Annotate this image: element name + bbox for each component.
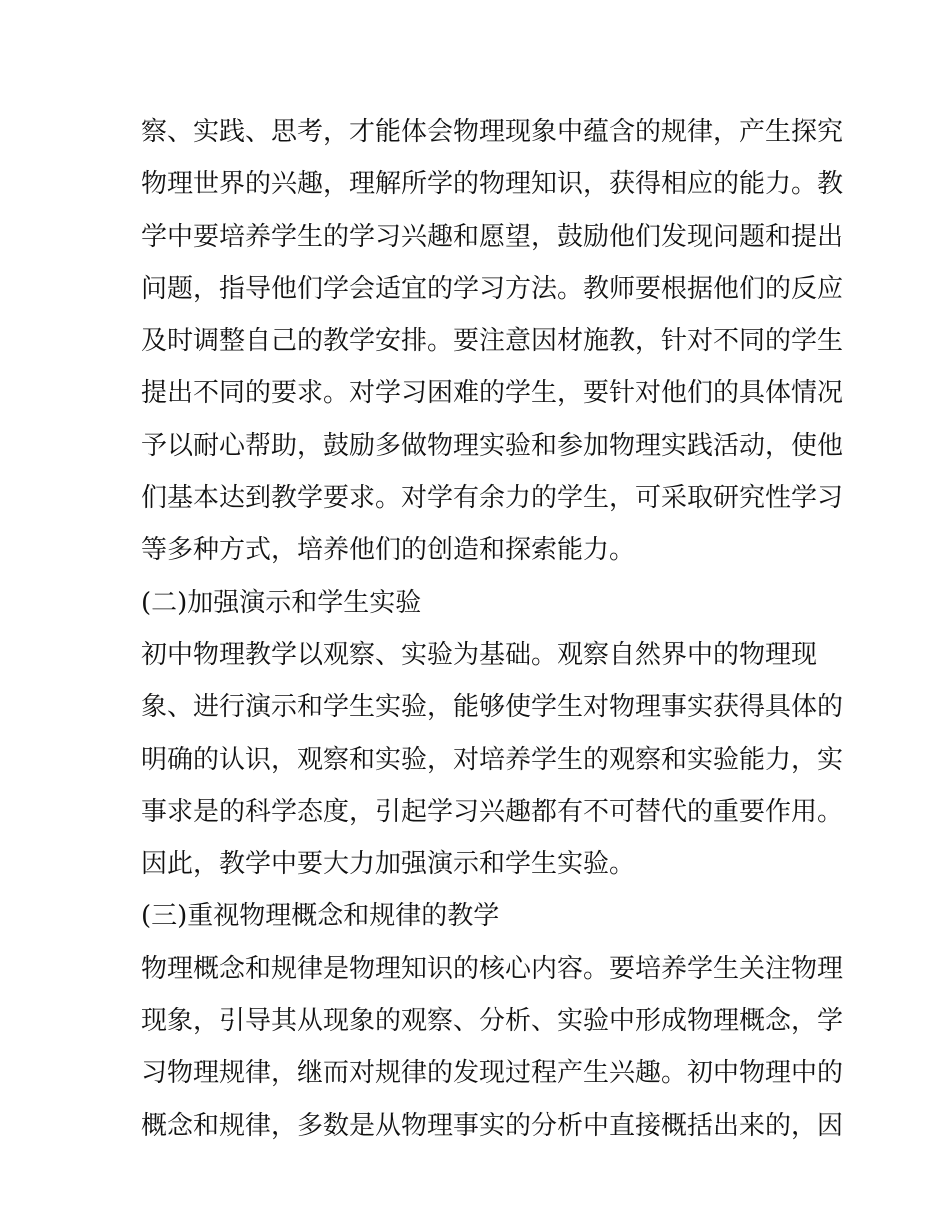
text-line: (二)加强演示和学生实验 <box>141 587 422 618</box>
text-line: 提出不同的要求。对学习困难的学生，要针对他们的具体情况 <box>141 378 844 409</box>
text-line: 初中物理教学以观察、实验为基础。观察自然界中的物理现 <box>141 639 818 670</box>
text-line: 概念和规律，多数是从物理事实的分析中直接概括出来的，因 <box>141 1110 844 1141</box>
text-line: 物理世界的兴趣，理解所学的物理知识，获得相应的能力。教 <box>141 169 844 200</box>
text-line: 学中要培养学生的学习兴趣和愿望，鼓励他们发现问题和提出 <box>141 221 844 252</box>
text-line: 因此，教学中要大力加强演示和学生实验。 <box>141 849 636 880</box>
text-line: 及时调整自己的教学安排。要注意因材施教，针对不同的学生 <box>141 326 844 357</box>
text-line: 物理概念和规律是物理知识的核心内容。要培养学生关注物理 <box>141 953 844 984</box>
text-line: (三)重视物理概念和规律的教学 <box>141 901 500 932</box>
text-line: 现象，引导其从现象的观察、分析、实验中形成物理概念，学 <box>141 1006 844 1037</box>
text-line: 事求是的科学态度，引起学习兴趣都有不可替代的重要作用。 <box>141 796 844 827</box>
text-line: 习物理规律，继而对规律的发现过程产生兴趣。初中物理中的 <box>141 1058 844 1089</box>
text-line: 察、实践、思考，才能体会物理现象中蕴含的规律，产生探究 <box>141 117 844 147</box>
body-text <box>141 106 844 1152</box>
text-line: 象、进行演示和学生实验，能够使学生对物理事实获得具体的 <box>141 692 844 723</box>
text-line: 问题，指导他们学会适宜的学习方法。教师要根据他们的反应 <box>141 273 844 304</box>
text-line: 等多种方式，培养他们的创造和探索能力。 <box>141 535 636 566</box>
text-line: 予以耐心帮助，鼓励多做物理实验和参加物理实践活动，使他 <box>141 430 844 461</box>
text-line: 明确的认识，观察和实验，对培养学生的观察和实验能力，实 <box>141 744 844 775</box>
text-line: 们基本达到教学要求。对学有余力的学生，可采取研究性学习 <box>141 483 844 514</box>
